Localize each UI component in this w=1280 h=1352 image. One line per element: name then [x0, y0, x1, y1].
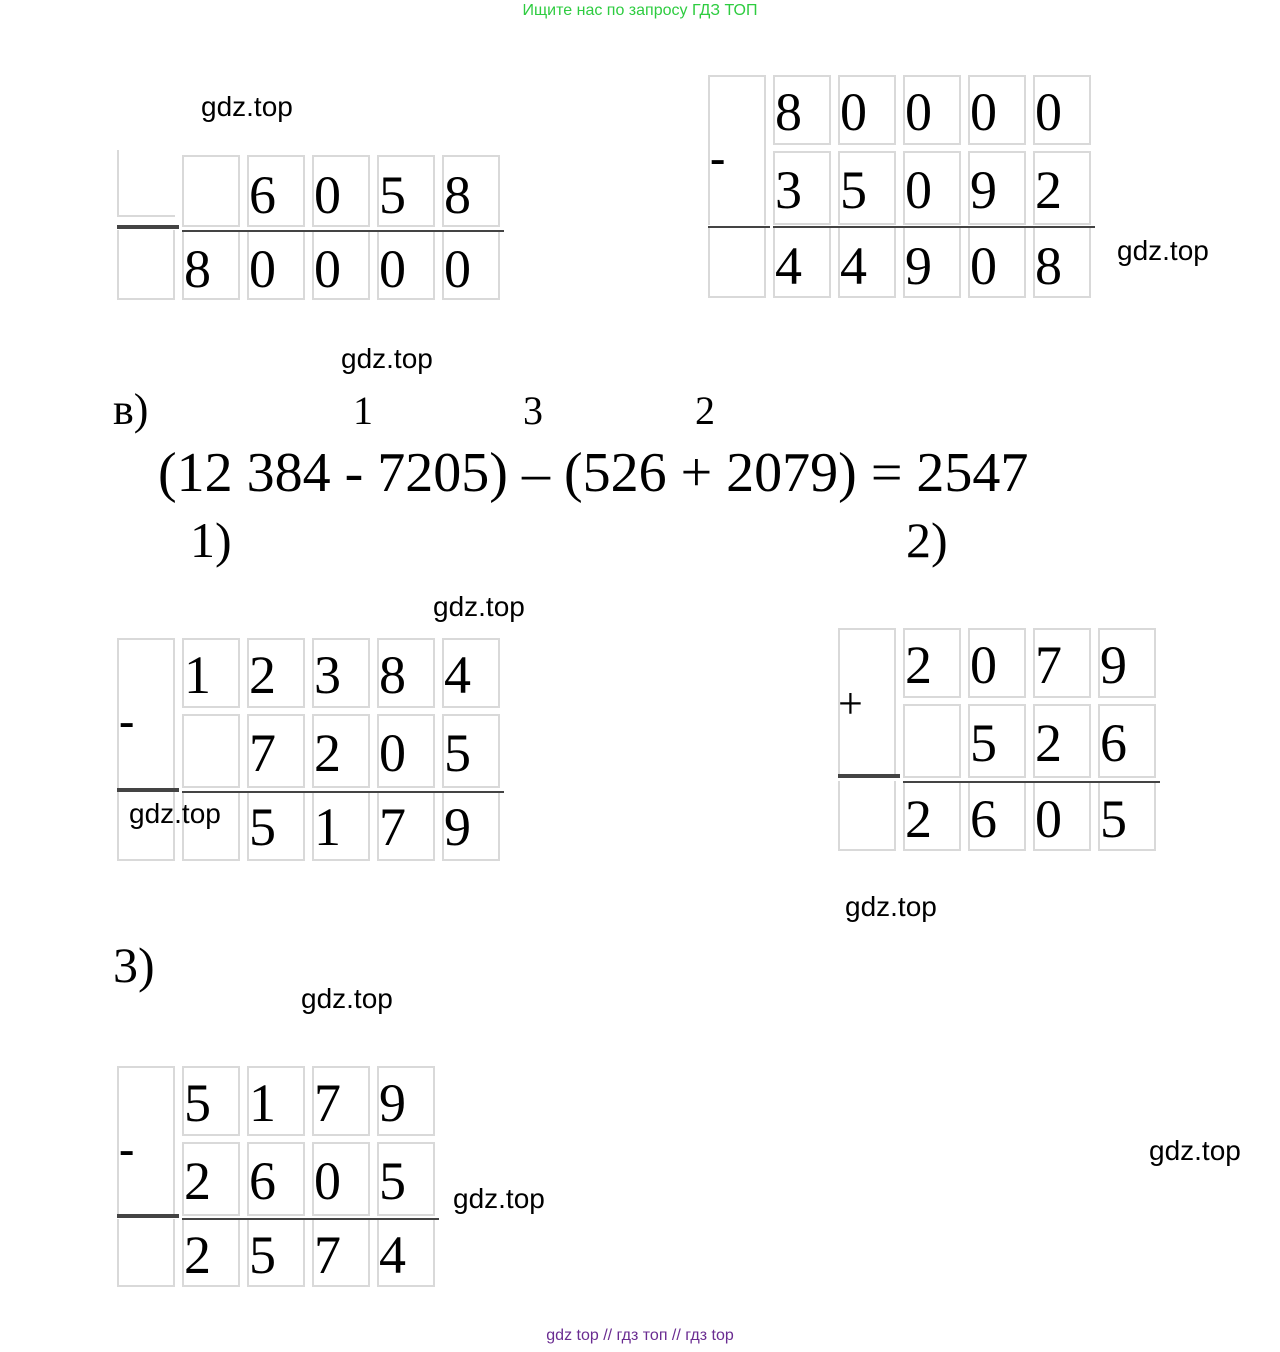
- digit: 5: [249, 797, 276, 857]
- digit: 3: [314, 645, 341, 705]
- digit: 0: [314, 165, 341, 225]
- grid-cell: [182, 714, 240, 788]
- step-label: 1): [190, 512, 232, 568]
- expression: (12 384 - 7205) – (526 + 2079) = 2547: [158, 442, 1029, 504]
- digit: 5: [970, 713, 997, 773]
- result-line: [182, 230, 504, 232]
- digit: 2: [314, 723, 341, 783]
- digit: 0: [314, 1151, 341, 1211]
- step-label: 2): [906, 512, 948, 568]
- digit: 8: [379, 645, 406, 705]
- operator-line: [117, 225, 179, 229]
- digit: 5: [1100, 789, 1127, 849]
- digit: 5: [379, 1151, 406, 1211]
- digit: 9: [970, 160, 997, 220]
- step-label: 3): [113, 937, 155, 993]
- digit: 4: [379, 1225, 406, 1285]
- operator-line: [117, 1214, 179, 1218]
- watermark-6: gdz.top: [301, 983, 393, 1014]
- digit: 1: [249, 1073, 276, 1133]
- grid-cell: [903, 704, 961, 778]
- digit: 6: [970, 789, 997, 849]
- operator-line: [708, 226, 770, 228]
- digit: 1: [184, 645, 211, 705]
- digit: 5: [184, 1073, 211, 1133]
- digit: 5: [840, 160, 867, 220]
- digit: 2: [1035, 713, 1062, 773]
- digit: 5: [249, 1225, 276, 1285]
- digit: 2: [249, 645, 276, 705]
- digit: 0: [905, 160, 932, 220]
- result-line: [182, 1218, 439, 1220]
- digit: 2: [905, 635, 932, 695]
- digit: 0: [1035, 789, 1062, 849]
- grid-cell: [117, 230, 175, 300]
- digit: 6: [249, 1151, 276, 1211]
- digit: 7: [379, 797, 406, 857]
- watermark-3: gdz.top: [341, 343, 433, 374]
- grid-cell: [182, 155, 240, 227]
- digit: 4: [840, 236, 867, 296]
- watermark-4: gdz.top: [433, 591, 525, 622]
- grid-cell: [838, 781, 896, 851]
- digit: 1: [314, 797, 341, 857]
- digit: 2: [184, 1225, 211, 1285]
- digit: 7: [1035, 635, 1062, 695]
- digit: 8: [775, 82, 802, 142]
- minus-operator: -: [119, 695, 135, 746]
- minus-operator: -: [710, 132, 726, 183]
- plus-operator: +: [838, 679, 863, 728]
- watermark-2: gdz.top: [1117, 235, 1209, 266]
- digit: 8: [444, 165, 471, 225]
- order-mark: 2: [695, 388, 715, 433]
- order-mark: 1: [353, 388, 373, 433]
- result-line: [182, 791, 504, 793]
- result-line: [773, 226, 1095, 228]
- digit: 0: [970, 236, 997, 296]
- digit: 9: [379, 1073, 406, 1133]
- digit: 2: [905, 789, 932, 849]
- digit: 3: [775, 160, 802, 220]
- digit: 4: [775, 236, 802, 296]
- digit: 0: [379, 723, 406, 783]
- operator-line: [838, 774, 900, 778]
- digit: 5: [379, 165, 406, 225]
- grid-cell: [117, 1219, 175, 1287]
- footer-links[interactable]: gdz top // гдз топ // гдз top: [546, 1327, 734, 1344]
- digit: 0: [905, 82, 932, 142]
- digit: 5: [444, 723, 471, 783]
- minus-operator: -: [119, 1123, 135, 1174]
- digit: 9: [444, 797, 471, 857]
- watermark-7: gdz.top: [1149, 1135, 1241, 1166]
- digit: 7: [249, 723, 276, 783]
- digit: 0: [970, 82, 997, 142]
- digit: 6: [249, 165, 276, 225]
- grid-cell: [708, 228, 766, 298]
- order-mark: 3: [523, 388, 543, 433]
- watermark-8: gdz.top: [453, 1183, 545, 1214]
- digit: 0: [444, 239, 471, 299]
- digit: 0: [840, 82, 867, 142]
- digit: 9: [905, 236, 932, 296]
- grid-cell: [117, 150, 175, 217]
- watermark-9: gdz.top: [129, 798, 221, 829]
- digit: 8: [1035, 236, 1062, 296]
- operator-line: [117, 788, 179, 792]
- watermark-1: gdz.top: [201, 91, 293, 122]
- digit: 9: [1100, 635, 1127, 695]
- header-search-link[interactable]: Ищите нас по запросу ГДЗ ТОП: [522, 2, 758, 19]
- digit: 7: [314, 1073, 341, 1133]
- section-label: в): [113, 385, 149, 434]
- digit: 6: [1100, 713, 1127, 773]
- result-line: [903, 781, 1160, 783]
- digit: 2: [1035, 160, 1062, 220]
- digit: 0: [379, 239, 406, 299]
- digit: 0: [970, 635, 997, 695]
- digit: 0: [314, 239, 341, 299]
- digit: 7: [314, 1225, 341, 1285]
- digit: 8: [184, 239, 211, 299]
- digit: 4: [444, 645, 471, 705]
- watermark-5: gdz.top: [845, 891, 937, 922]
- digit: 0: [1035, 82, 1062, 142]
- digit: 2: [184, 1151, 211, 1211]
- digit: 0: [249, 239, 276, 299]
